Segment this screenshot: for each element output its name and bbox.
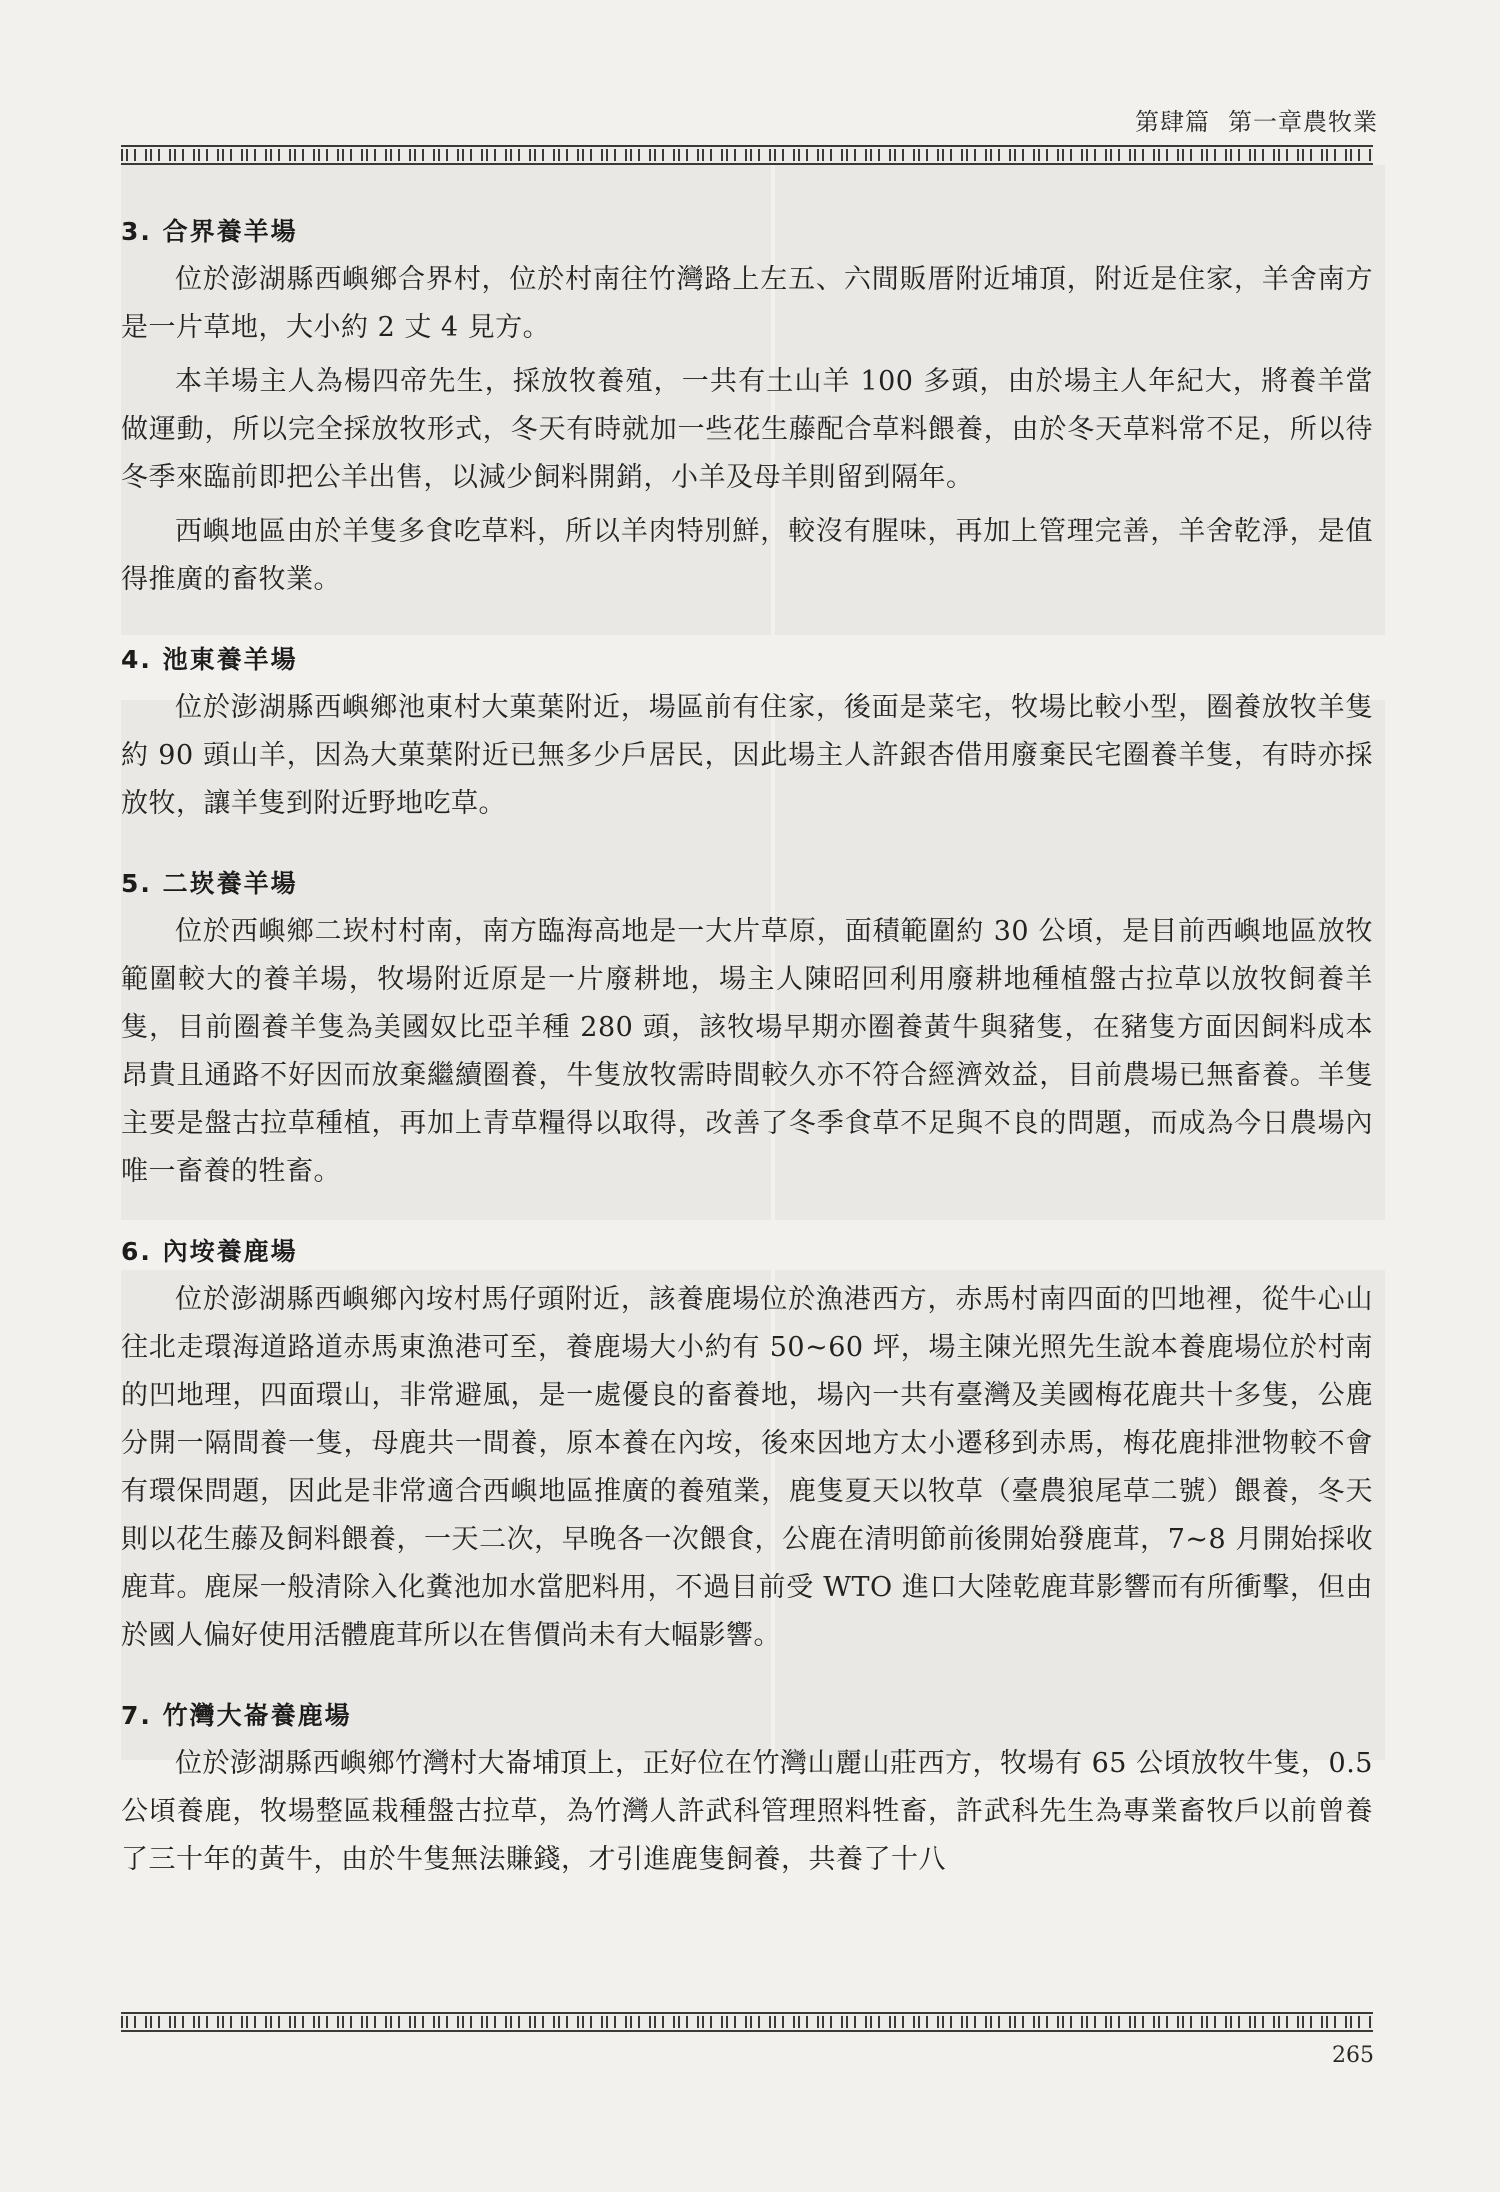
page-number: 265: [1332, 2043, 1374, 2068]
section-title: 6. 內垵養鹿場: [121, 1237, 298, 1266]
top-meander-border: [121, 145, 1373, 165]
main-text: [121, 212, 1373, 1884]
paragraph: 位於澎湖縣西嶼鄉內垵村馬仔頭附近，該養鹿場位於漁港西方，赤馬村南四面的凹地裡，從牛心山往北走環海道路道赤馬東漁港可至，養鹿場大小約有 50~60 坪，場主陳光照先生說本養鹿場位於村南的凹地理，四面環山，非常避風，是一處優良的畜養地，場內一共有臺灣及美國梅花鹿共十多隻，公鹿分開一隔間養一隻，母鹿共一間養，原本養在內垵，後來因地方太小遷移到赤馬，梅花鹿排泄物較不會有環保問題，因此是非常適合西嶼地區推廣的養殖業，鹿隻夏天以牧草（臺農狼尾草二號）餵養，冬天則以花生藤及飼料餵養，一天二次，早晚各一次餵食，公鹿在清明節前後開始發鹿茸，7~8 月開始採收鹿茸。鹿屎一般清除入化糞池加水當肥料用，不過目前受 WTO 進口大陸乾鹿茸影響而有所衝擊，但由於國人偏好使用活體鹿茸所以在售價尚未有大幅影響。: [121, 1284, 1373, 1651]
bottom-meander-border: [121, 2012, 1373, 2032]
header-part: 第肆篇: [1135, 108, 1210, 136]
running-header: [1135, 102, 1378, 137]
header-chapter: 第一章農牧業: [1228, 108, 1378, 136]
paragraph: 西嶼地區由於羊隻多食吃草料，所以羊肉特別鮮，較沒有腥味，再加上管理完善，羊舍乾淨，是值得推廣的畜牧業。: [121, 516, 1373, 595]
paragraph: 位於西嶼鄉二崁村村南，南方臨海高地是一大片草原，面積範圍約 30 公頃，是目前西嶼地區放牧範圍較大的養羊場，牧場附近原是一片廢耕地，場主人陳昭回利用廢耕地種植盤古拉草以放牧飼養羊隻，目前圈養羊隻為美國奴比亞羊種 280 頭，該牧場早期亦圈養黃牛與豬隻，在豬隻方面因飼料成本昂貴且通路不好因而放棄繼續圈養，牛隻放牧需時間較久亦不符合經濟效益，目前農場已無畜養。羊隻主要是盤古拉草種植，再加上青草糧得以取得，改善了冬季食草不足與不良的問題，而成為今日農場內唯一畜養的牲畜。: [121, 916, 1373, 1187]
section-zhuwan-dalun-deer-farm: [121, 1696, 1373, 1884]
section-title: 5. 二崁養羊場: [121, 869, 298, 898]
section-title: 3. 合界養羊場: [121, 217, 298, 246]
section-erkan-sheep-farm: [121, 864, 1373, 1196]
paragraph: 位於澎湖縣西嶼鄉合界村，位於村南往竹灣路上左五、六間販厝附近埔頂，附近是住家，羊舍南方是一片草地，大小約 2 丈 4 見方。: [121, 264, 1373, 343]
paragraph: 位於澎湖縣西嶼鄉竹灣村大崙埔頂上，正好位在竹灣山麗山莊西方，牧場有 65 公頃放牧牛隻，0.5 公頃養鹿，牧場整區栽種盤古拉草，為竹灣人許武科管理照料牲畜，許武科先生為專業畜牧戶以前曾養了三十年的黃牛，由於牛隻無法賺錢，才引進鹿隻飼養，共養了十八: [121, 1748, 1373, 1875]
paragraph: 位於澎湖縣西嶼鄉池東村大菓葉附近，場區前有住家，後面是菜宅，牧場比較小型，圈養放牧羊隻約 90 頭山羊，因為大菓葉附近已無多少戶居民，因此場主人許銀杏借用廢棄民宅圈養羊隻，有時亦採放牧，讓羊隻到附近野地吃草。: [121, 692, 1373, 819]
paragraph: 本羊場主人為楊四帝先生，採放牧養殖，一共有土山羊 100 多頭，由於場主人年紀大，將養羊當做運動，所以完全採放牧形式，冬天有時就加一些花生藤配合草料餵養，由於冬天草料常不足，所以待冬季來臨前即把公羊出售，以減少飼料開銷，小羊及母羊則留到隔年。: [121, 366, 1373, 493]
section-chidong-sheep-farm: [121, 640, 1373, 828]
section-title: 4. 池東養羊場: [121, 645, 298, 674]
section-neian-deer-farm: [121, 1232, 1373, 1660]
section-title: 7. 竹灣大崙養鹿場: [121, 1701, 352, 1730]
section-hejie-sheep-farm: [121, 212, 1373, 604]
